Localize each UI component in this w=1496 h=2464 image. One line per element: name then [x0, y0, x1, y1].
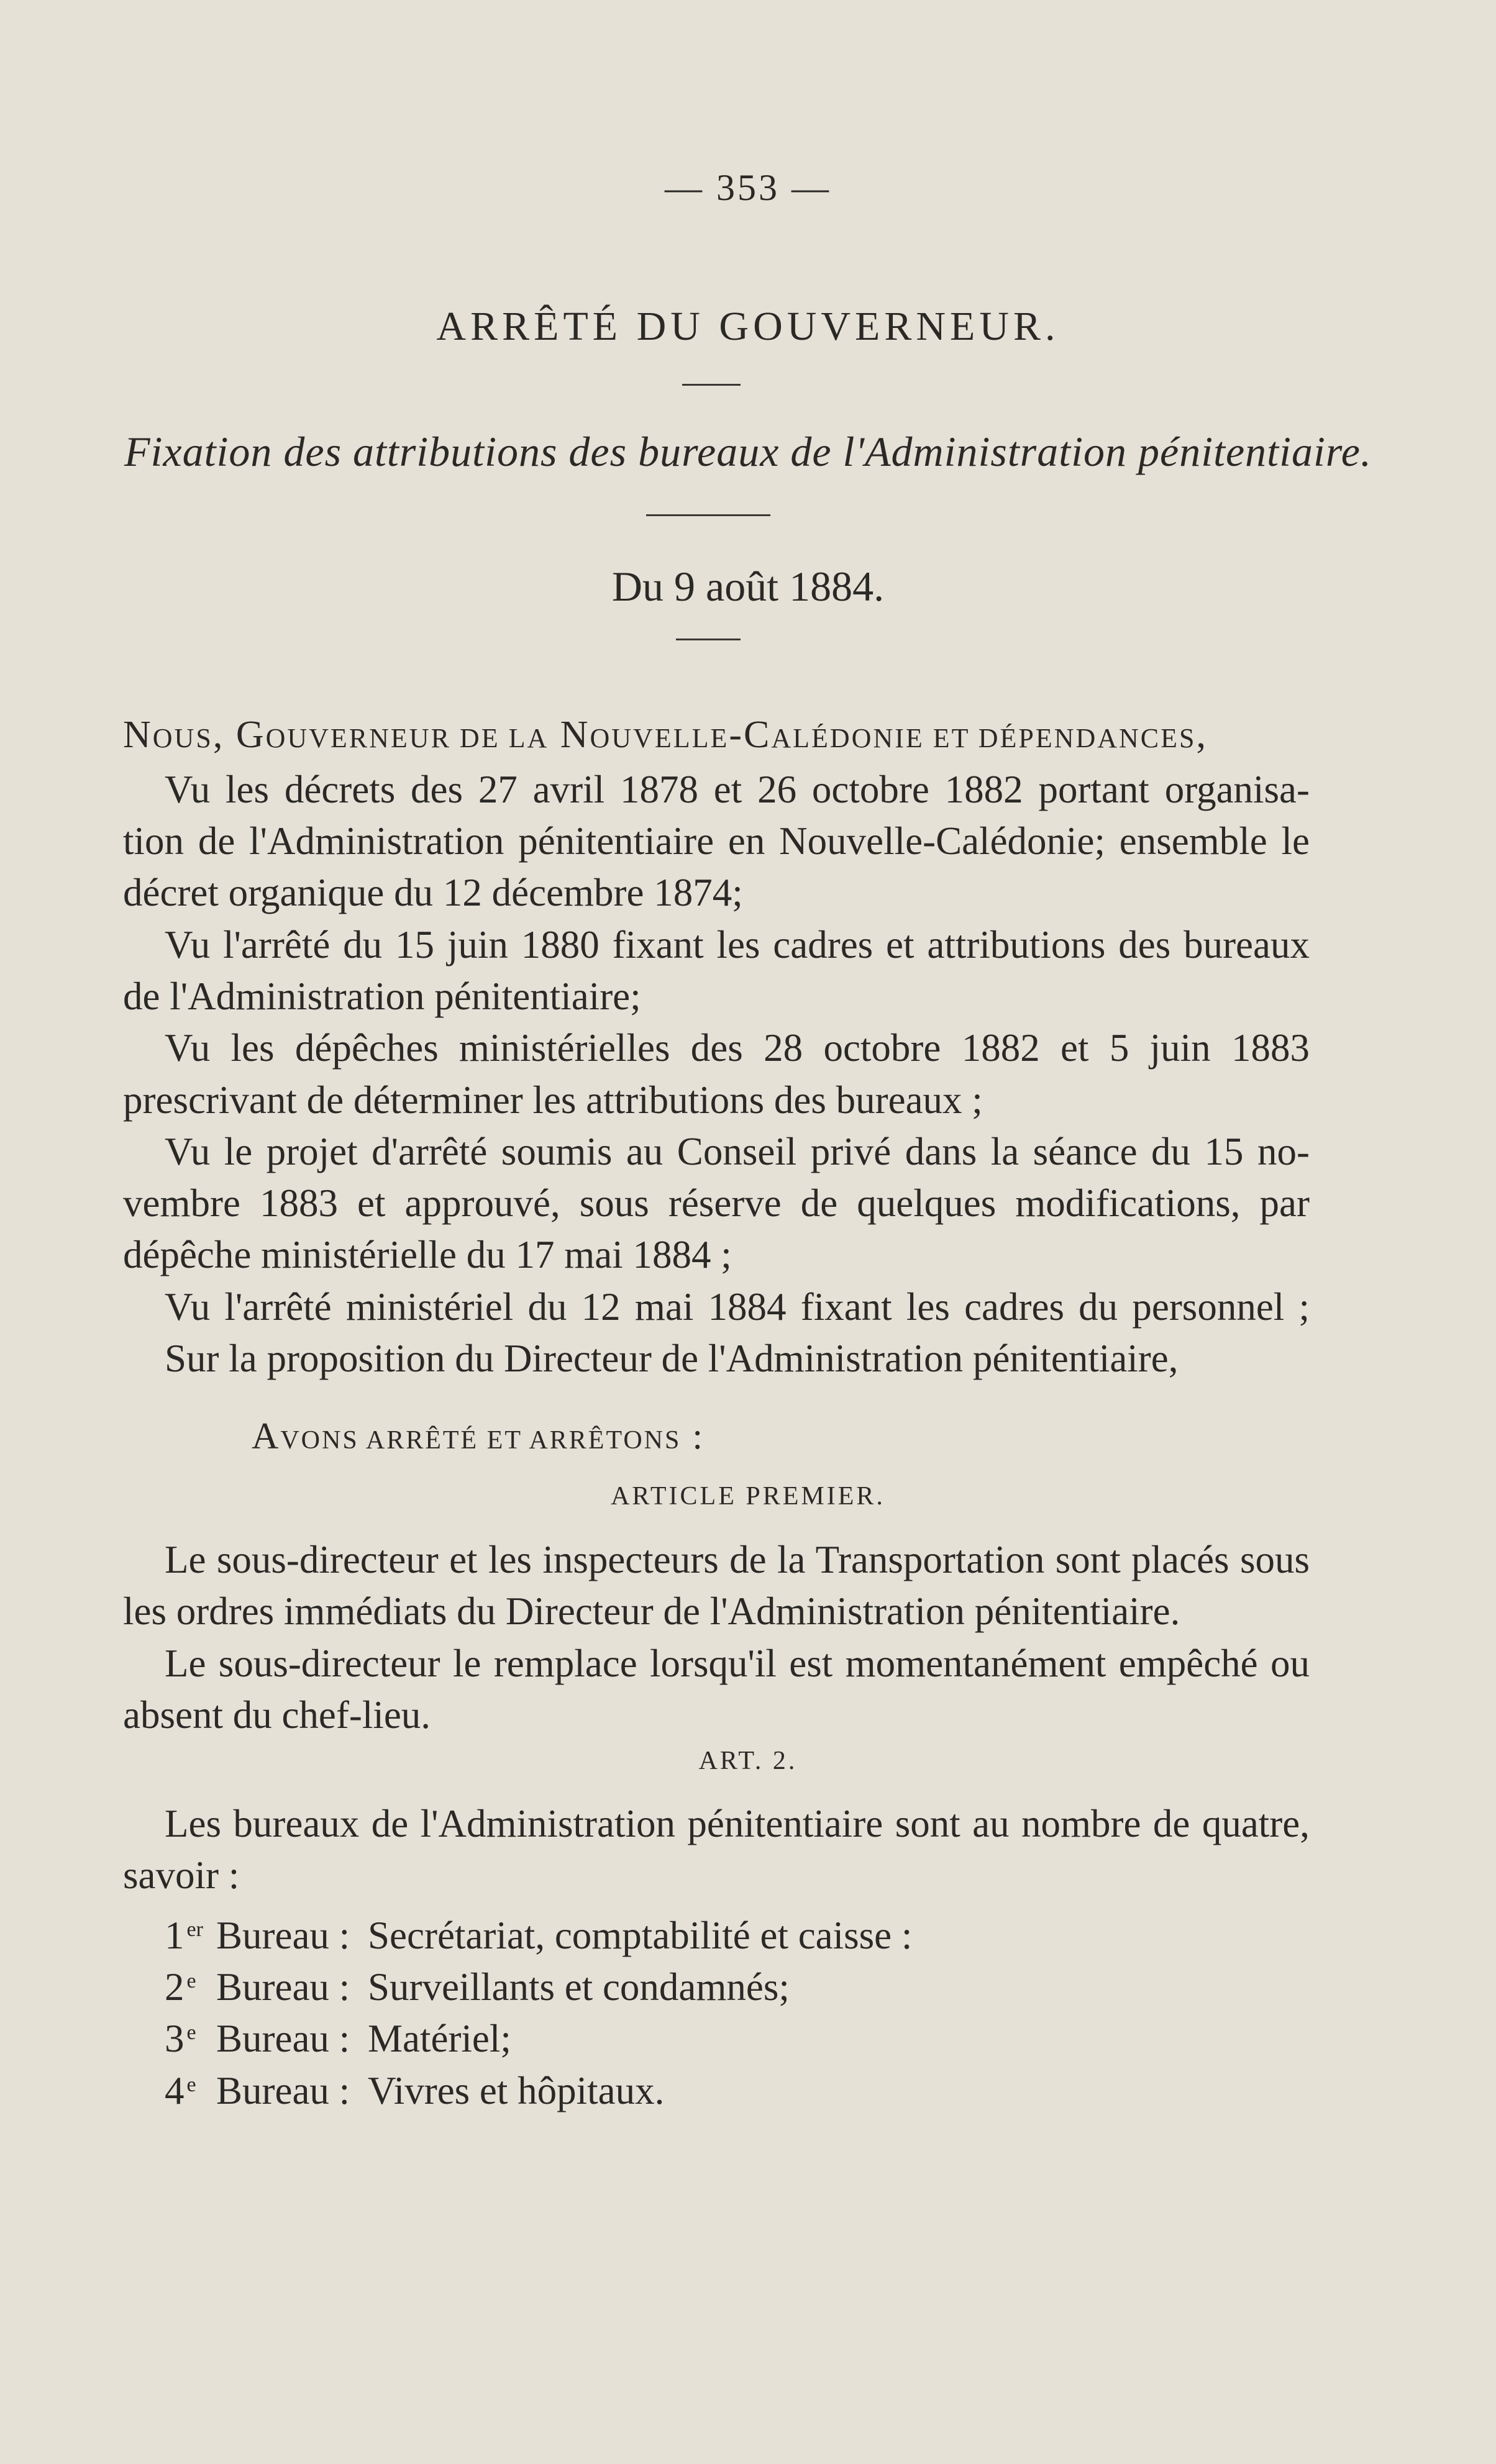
bureau-label: Bureau :: [216, 1965, 350, 2009]
bureau-number: 1 $^{er}$: [165, 1914, 203, 1957]
preamble-part: ALÉDONIE ET DÉPENDANCES: [771, 723, 1197, 753]
enacting-part: :: [681, 1416, 705, 1457]
separator-rule: [682, 384, 741, 386]
consideration-line: vembre 1883 et approuvé, sous réserve de quelques modifications, par: [123, 1181, 1310, 1225]
preamble-part: OUVERNEUR DE LA: [265, 723, 549, 753]
bureau-label: Bureau :: [216, 1914, 350, 1957]
page-number: — 353 —: [665, 167, 831, 208]
article-1-line: les ordres immédiats du Directeur de l'Administration pénitentiaire.: [123, 1589, 1180, 1633]
consideration-line: prescrivant de déterminer les attributions des bureaux ;: [123, 1078, 983, 1122]
bureau-value: Matériel;: [368, 2017, 511, 2060]
consideration-line: Vu les décrets des 27 avril 1878 et 26 octobre 1882 portant organisa-: [165, 768, 1310, 811]
consideration-line: Vu le projet d'arrêté soumis au Conseil privé dans la séance du 15 no-: [165, 1130, 1310, 1173]
decree-date: Du 9 août 1884.: [611, 563, 885, 610]
consideration-line: décret organique du 12 décembre 1874;: [123, 871, 743, 914]
consideration-line: Sur la proposition du Directeur de l'Administration pénitentiaire,: [165, 1337, 1179, 1380]
consideration-line: dépêche ministérielle du 17 mai 1884 ;: [123, 1233, 732, 1276]
consideration-line: Vu l'arrêté ministériel du 12 mai 1884 fixant les cadres du personnel ;: [165, 1285, 1310, 1329]
preamble-part: N: [549, 714, 590, 756]
enacting-clause: [252, 1415, 705, 1458]
decree-subtitle: Fixation des attributions des bureaux de l'Administration pénitentiaire.: [124, 428, 1372, 475]
enacting-part: VONS ARRÊTÉ ET ARRÊTONS: [280, 1426, 682, 1455]
enacting-part: A: [252, 1416, 281, 1457]
preamble-part: OUVELLE: [590, 723, 729, 753]
bureau-value: Surveillants et condamnés;: [368, 1965, 790, 2009]
article-1-line: absent du chef-lieu.: [123, 1693, 431, 1737]
bureau-value: Secrétariat, comptabilité et caisse :: [368, 1914, 913, 1957]
preamble-part: ,: [1196, 714, 1208, 756]
preamble: [123, 713, 1208, 757]
article-1-line: Le sous-directeur et les inspecteurs de la Transportation sont placés sous: [165, 1538, 1310, 1581]
article-1-heading: ARTICLE PREMIER.: [611, 1482, 885, 1511]
preamble-part: , G: [212, 714, 266, 756]
bureau-label: Bureau :: [216, 2017, 350, 2060]
consideration-line: tion de l'Administration pénitentiaire en Nouvelle-Calédonie; ensemble le: [123, 819, 1310, 863]
separator-rule: [676, 639, 741, 640]
consideration-line: Vu l'arrêté du 15 juin 1880 fixant les cadres et attributions des bureaux: [165, 923, 1310, 966]
bureau-label: Bureau :: [216, 2069, 350, 2112]
article-2-line: Les bureaux de l'Administration pénitentiaire sont au nombre de quatre,: [165, 1802, 1310, 1845]
preamble-part: OUS: [152, 723, 213, 753]
bureau-number: 2 $^e$: [165, 1965, 196, 2009]
bureau-number: 3 $^e$: [165, 2017, 196, 2060]
article-2-heading: ART. 2.: [698, 1747, 798, 1775]
article-2-line: savoir :: [123, 1853, 240, 1897]
consideration-line: Vu les dépêches ministérielles des 28 octobre 1882 et 5 juin 1883: [165, 1026, 1310, 1070]
consideration-line: de l'Administration pénitentiaire;: [123, 975, 641, 1018]
bureau-value: Vivres et hôpitaux.: [368, 2069, 665, 2112]
article-1-line: Le sous-directeur le remplace lorsqu'il est momentanément empêché ou: [165, 1642, 1310, 1685]
separator-rule: [646, 514, 770, 516]
preamble-part: N: [123, 714, 153, 756]
preamble-part: -C: [729, 714, 772, 756]
bureau-number: 4 $^e$: [165, 2069, 196, 2112]
decree-heading: ARRÊTÉ DU GOUVERNEUR.: [436, 304, 1060, 349]
